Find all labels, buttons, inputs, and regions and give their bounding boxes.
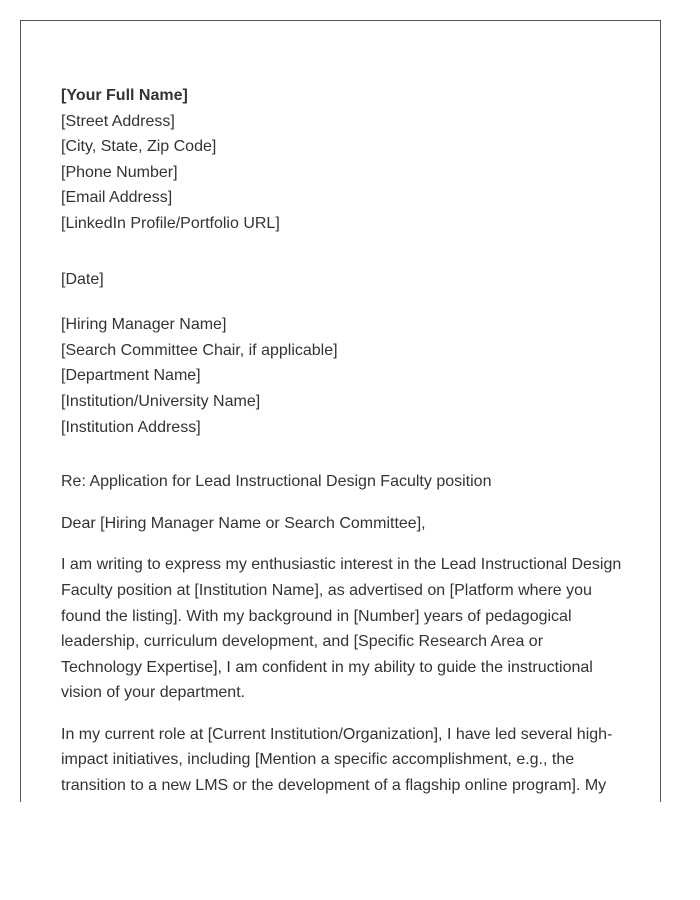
body-paragraph-1: I am writing to express my enthusiastic interest in the Lead Instructional Design Faculty position at [Institution Name], as advertised on [Platform where you found the listing]. With my background in [Number] years of pedagogical leadership, curriculum development, and [Specific Research Area or Technology Expertise], I am confident in my ability to guide the instructional vision of your department. <box>61 556 622 702</box>
recipient-hiring-manager: [Hiring Manager Name] <box>61 316 227 334</box>
body-paragraph-2: In my current role at [Current Institution/Organization], I have led several high-impact initiatives, including [Mention a specific accomplishment, e.g., the transition to a new LMS or the development of a flagship online program]. My <box>61 725 613 795</box>
sender-name: [Your Full Name] <box>61 87 188 104</box>
recipient-department: [Department Name] <box>61 367 201 385</box>
salutation: Dear [Hiring Manager Name or Search Committee], <box>61 514 426 532</box>
recipient-address: [Institution Address] <box>61 418 201 436</box>
sender-block <box>61 83 626 237</box>
letter-page <box>20 20 661 802</box>
recipient-block <box>61 312 626 440</box>
sender-linkedin: [LinkedIn Profile/Portfolio URL] <box>61 214 280 232</box>
recipient-committee-chair: [Search Committee Chair, if applicable] <box>61 341 338 359</box>
sender-phone: [Phone Number] <box>61 163 178 181</box>
subject-line: Re: Application for Lead Instructional Design Faculty position <box>61 473 492 491</box>
letter-content <box>61 83 626 799</box>
sender-street: [Street Address] <box>61 112 175 130</box>
sender-email: [Email Address] <box>61 189 173 207</box>
recipient-institution: [Institution/University Name] <box>61 392 261 410</box>
sender-city-state-zip: [City, State, Zip Code] <box>61 138 217 156</box>
date-block <box>61 267 626 293</box>
letter-date: [Date] <box>61 270 104 288</box>
